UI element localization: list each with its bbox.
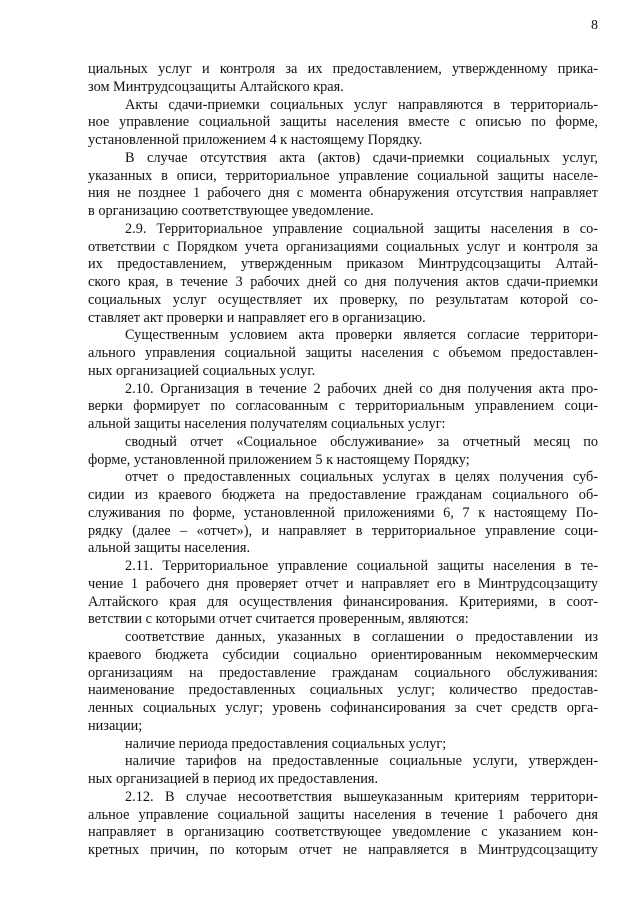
text-line: ответствии с Порядком учета организациями социальных услуг и контроля за <box>88 238 598 255</box>
text-line: их предоставлением, утвержденным приказом Минтрудсоцзащиты Алтай- <box>88 256 598 273</box>
text-line: форме, установленной приложением 5 к настоящему Порядку; <box>88 451 470 468</box>
text-line: наименование предоставленных социальных услуг; количество предостав- <box>88 682 598 699</box>
text-line: альной защиты населения. <box>88 540 251 557</box>
paragraph <box>88 558 598 629</box>
text-line: ленных социальных услуг; уровень софинансирования за счет средств орга- <box>88 700 598 716</box>
paragraph <box>88 97 598 150</box>
text-line: чение 1 рабочего дня проверяет отчет и направляет его в Минтрудсоцзащиту <box>88 575 598 592</box>
paragraph <box>88 629 598 736</box>
paragraph <box>88 753 598 789</box>
text-line: организациям на предоставление гражданам социального обслуживания: <box>88 664 598 681</box>
text-line: соответствие данных, указанных в соглашении о предоставлении из <box>125 629 598 645</box>
text-line: рядку (далее – «отчет»), и направляет в территориальное управление соци- <box>88 522 598 539</box>
text-line: социальных услуг осуществляет их проверку, по результатам которой со- <box>88 291 598 308</box>
text-line: отчет о предоставленных социальных услугах в целях получения суб- <box>125 469 598 486</box>
text-line: краевого бюджета субсидии социально ориентированным некоммерческим <box>88 646 598 663</box>
paragraph <box>88 736 598 754</box>
text-line: В случае отсутствия акта (актов) сдачи-приемки социальных услуг, <box>125 149 598 166</box>
text-line: циальных услуг и контроля за их предоставлением, утвержденному прика- <box>88 61 598 77</box>
paragraph <box>88 434 598 470</box>
text-line: ского края, в течение 3 рабочих дней со дня получения актов сдачи-приемки <box>88 274 598 290</box>
paragraph <box>88 381 598 434</box>
text-line: Акты сдачи-приемки социальных услуг направляются в территориаль- <box>125 96 598 113</box>
text-line: ных организацией социальных услуг. <box>88 362 316 379</box>
text-line: ального управления социальной защиты населения с объемом предоставлен- <box>88 345 598 361</box>
text-line: 2.12. В случае несоответствия вышеуказанным критериям территори- <box>125 788 598 805</box>
text-line: Алтайского края для осуществления финансирования. Критериями, в соот- <box>88 593 598 610</box>
text-line: сидии из краевого бюджета на предоставление гражданам социального об- <box>88 487 598 503</box>
text-line: в организацию соответствующее уведомление. <box>88 203 374 219</box>
text-line: зом Минтрудсоцзащиты Алтайского края. <box>88 78 344 95</box>
text-line: установленной приложением 4 к настоящему Порядку. <box>88 132 423 148</box>
text-line: альной защиты населения получателям социальных услуг: <box>88 416 446 432</box>
text-line: ния не позднее 1 рабочего дня с момента обнаружения отсутствия направляет <box>88 185 598 202</box>
text-line: ставляет акт проверки и направляет его в организацию. <box>88 309 426 326</box>
paragraph <box>88 150 598 221</box>
text-line: ных организацией в период их предоставления. <box>88 771 379 787</box>
paragraph <box>88 221 598 328</box>
text-line: кретных причин, по которым отчет не направляется в Минтрудсоцзащиту <box>88 842 598 858</box>
paragraph <box>88 327 598 380</box>
text-line: ное управление социальной защиты населения вместе с описью по форме, <box>88 114 598 131</box>
paragraph <box>88 789 598 860</box>
text-line: наличие тарифов на предоставленные социальные услуги, утвержден- <box>125 753 598 770</box>
text-line: 2.10. Организация в течение 2 рабочих дней со дня получения акта про- <box>125 380 598 397</box>
text-line: ветствии с которыми отчет считается проверенным, являются: <box>88 611 469 628</box>
text-line: 2.11. Территориальное управление социальной защиты населения в те- <box>125 558 598 574</box>
text-line: указанных в описи, территориальное управление социальной защиты населе- <box>88 167 598 184</box>
text-line: низации; <box>88 717 143 734</box>
text-line: направляет в организацию соответствующее уведомление с указанием кон- <box>88 824 598 841</box>
text-line: служивания по форме, установленной приложениями 6, 7 к настоящему По- <box>88 504 598 521</box>
text-line: альное управление социальной защиты населения в течение 1 рабочего дня <box>88 806 598 823</box>
text-line: наличие периода предоставления социальных услуг; <box>125 735 447 752</box>
text-line: Существенным условием акта проверки является согласие территори- <box>125 327 598 344</box>
text-line: 2.9. Территориальное управление социальной защиты населения в со- <box>125 220 598 237</box>
page-number: 8 <box>591 18 598 33</box>
paragraph <box>88 469 598 558</box>
paragraph <box>88 61 598 97</box>
document-body <box>88 61 598 860</box>
text-line: верки формирует по согласованным с территориальным управлением соци- <box>88 398 598 415</box>
text-line: сводный отчет «Социальное обслуживание» за отчетный месяц по <box>125 433 598 450</box>
